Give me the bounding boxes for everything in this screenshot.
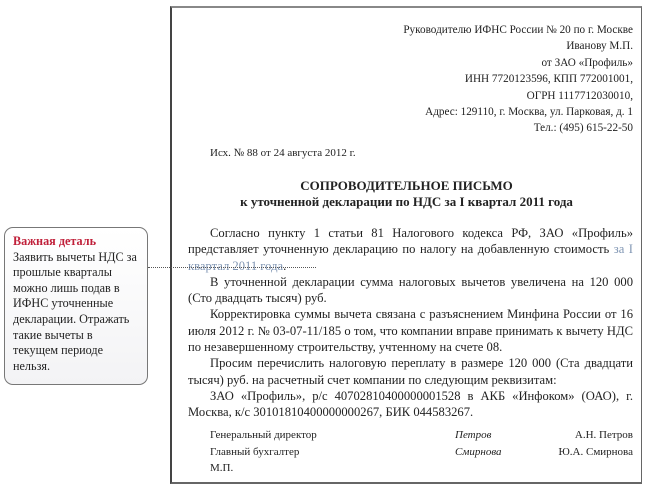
addressee-line: Тел.: (495) 615-22-50 [533,122,633,135]
paragraph-1-text: Согласно пункту 1 статьи 81 Налогового кодекса РФ, ЗАО «Профиль» представляет уточненную декларацию по налогу на добавленную стоимость [188,226,633,257]
title-line-1: СОПРОВОДИТЕЛЬНОЕ ПИСЬМО [300,178,513,193]
addressee-line: ИНН 7720123596, КПП 772001001, [464,73,633,86]
letter-title [172,178,641,210]
callout-title: Важная деталь [13,234,97,248]
letter-document [170,6,642,484]
title-line-2: к уточненной декларации по НДС за I квартал 2011 года [240,194,573,209]
callout-text: Заявить вычеты НДС за прошлые кварталы можно лишь подав в ИФНС уточненные декларации. Отражать такие вычеты в текущем периоде нельзя. [13,249,137,373]
paragraph-3: Корректировка суммы вычета связана с разъяснением Минфина России от 16 июля 2012 г. № 03-07-11/185 о том, что компании вправе принимать к вычету НДС по незавершенному строительству, учтенному на счете 08. [188,307,633,355]
signature-block [210,427,633,477]
signer-name: Ю.А. Смирнова [558,445,633,458]
signature-row [210,427,633,444]
addressee-line: Иванову М.П. [566,40,633,53]
paragraph-5: ЗАО «Профиль», р/с 40702810400000001528 в АКБ «Инфоком» (ОАО), г. Москва, к/с 30101810400000000267, БИК 044583267. [188,388,633,420]
callout-box [4,227,148,385]
callout-connector [148,267,316,268]
addressee-line: Адрес: 129110, г. Москва, ул. Парковая, д. 1 [425,106,633,119]
addressee-block [403,22,633,137]
stamp-place: М.П. [210,462,234,474]
signature-row [210,444,633,461]
signer-role: Главный бухгалтер [210,445,300,458]
handwritten-signature: Смирнова [455,445,502,458]
paragraph-4: Просим перечислить налоговую переплату в размере 120 000 (Ста двадцати тысяч) руб. на расчетный счет компании по следующим реквизитам: [188,356,633,387]
signer-role: Генеральный директор [210,429,317,441]
outgoing-reference: Исх. № 88 от 24 августа 2012 г. [210,147,356,159]
signature-row [210,460,633,477]
paragraph-2: В уточненной декларации сумма налоговых вычетов увеличена на 120 000 (Сто двадцать тысяч) руб. [188,274,633,306]
period-highlight: за I квартал 2011 года [188,242,633,273]
handwritten-signature: Петров [455,429,492,441]
paragraph-1-end: . [283,258,287,273]
signer-name: А.Н. Петров [574,429,633,441]
addressee-line: от ЗАО «Профиль» [541,56,633,69]
addressee-line: ОГРН 1117712030010, [526,89,633,102]
addressee-line: Руководителю ИФНС России № 20 по г. Москве [403,24,633,36]
letter-body [188,225,633,421]
